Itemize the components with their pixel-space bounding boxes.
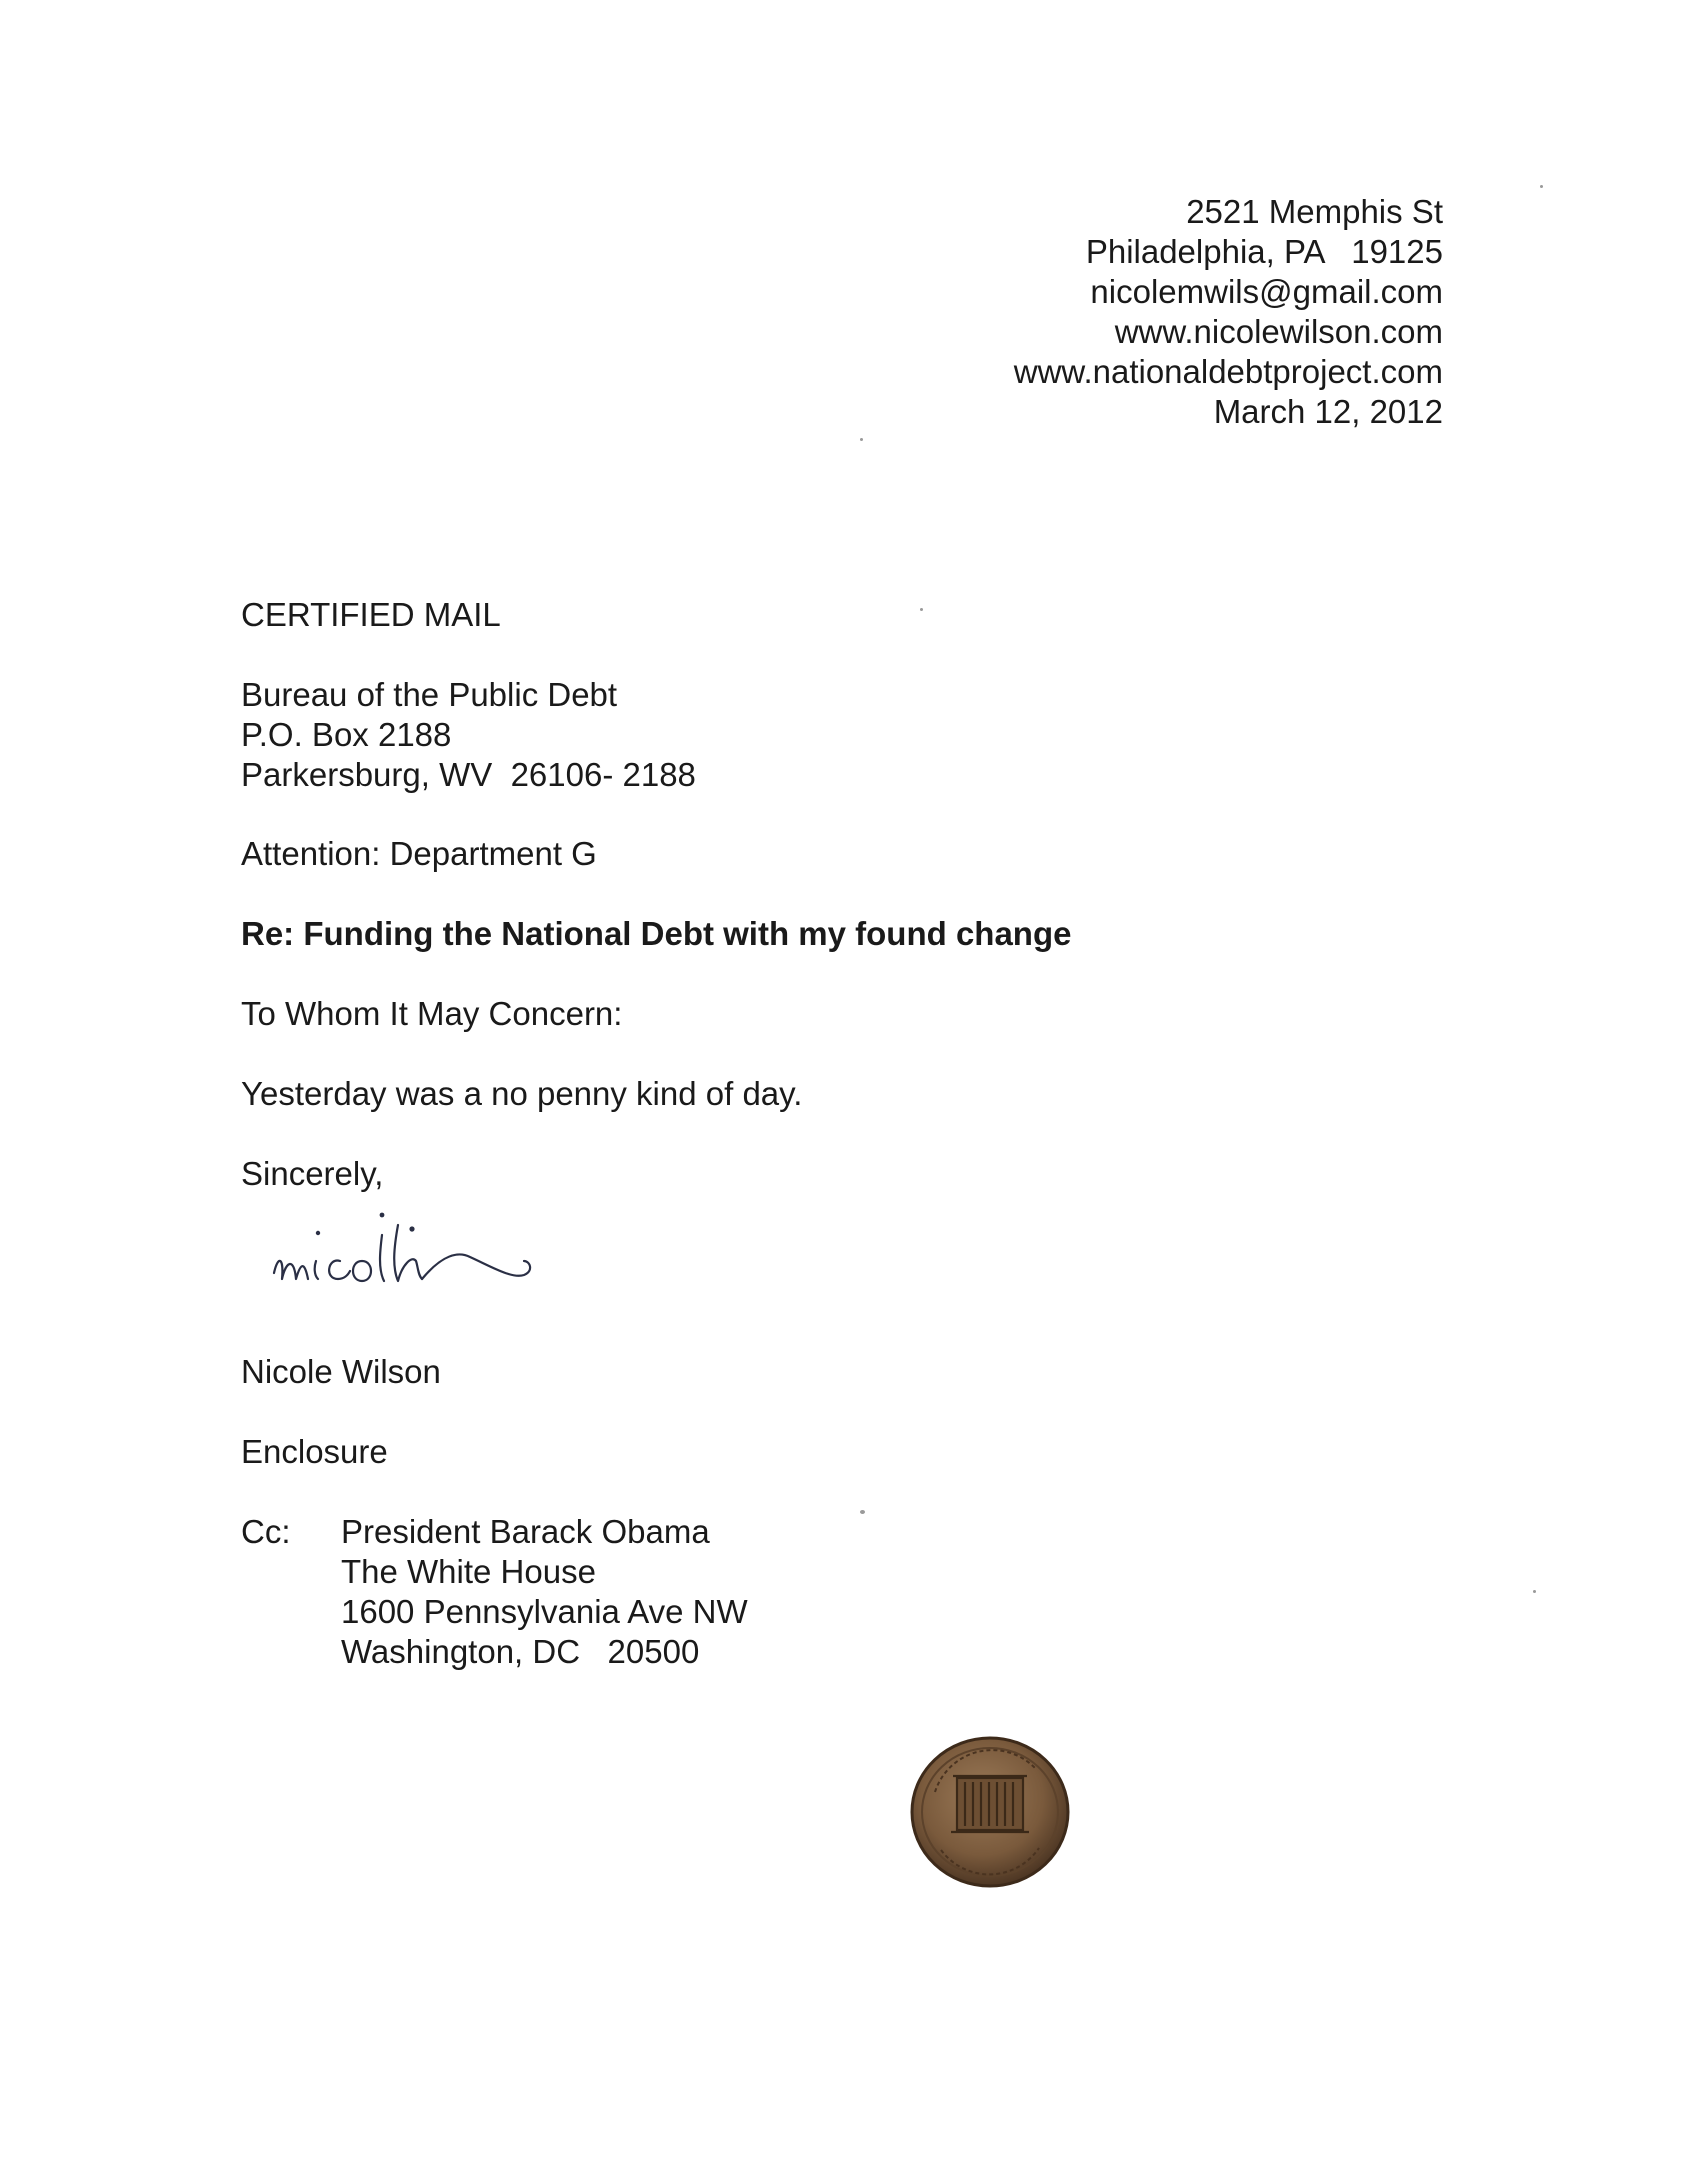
sender-city-state-zip: Philadelphia, PA 19125 bbox=[1085, 233, 1443, 270]
attention-line: Attention: Department G bbox=[241, 835, 597, 872]
recipient-po-box: P.O. Box 2188 bbox=[241, 716, 452, 753]
subject-line: Re: Funding the National Debt with my found change bbox=[241, 915, 1072, 952]
salutation: To Whom It May Concern: bbox=[241, 995, 623, 1032]
paper-speck bbox=[1540, 185, 1543, 188]
paper-speck bbox=[860, 1510, 865, 1514]
cc-org: The White House bbox=[341, 1553, 596, 1590]
handwritten-signature bbox=[262, 1195, 622, 1315]
cc-name: President Barack Obama bbox=[341, 1513, 710, 1550]
letter-date: March 12, 2012 bbox=[1213, 393, 1443, 430]
enclosure-notation: Enclosure bbox=[241, 1433, 388, 1470]
recipient-city-state-zip: Parkersburg, WV 26106- 2188 bbox=[241, 756, 696, 793]
sender-address-block bbox=[1014, 192, 1443, 432]
recipient-address-block bbox=[241, 675, 696, 795]
delivery-method: CERTIFIED MAIL bbox=[241, 596, 501, 633]
signer-name: Nicole Wilson bbox=[241, 1353, 441, 1390]
recipient-name: Bureau of the Public Debt bbox=[241, 676, 618, 713]
cc-street: 1600 Pennsylvania Ave NW bbox=[341, 1593, 748, 1630]
letter-body: Yesterday was a no penny kind of day. bbox=[241, 1075, 803, 1112]
paper-speck bbox=[920, 608, 923, 611]
paper-speck bbox=[1533, 1590, 1536, 1593]
sender-website-1: www.nicolewilson.com bbox=[1114, 313, 1443, 350]
cc-city-state-zip: Washington, DC 20500 bbox=[341, 1633, 700, 1670]
penny-coin-icon bbox=[905, 1732, 1075, 1892]
sender-email: nicolemwils@gmail.com bbox=[1090, 273, 1443, 310]
sender-street: 2521 Memphis St bbox=[1186, 193, 1443, 230]
sender-website-2: www.nationaldebtproject.com bbox=[1013, 353, 1443, 390]
cc-label: Cc: bbox=[241, 1513, 291, 1550]
cc-address-block bbox=[341, 1512, 748, 1672]
closing: Sincerely, bbox=[241, 1155, 384, 1192]
paper-speck bbox=[860, 438, 863, 441]
